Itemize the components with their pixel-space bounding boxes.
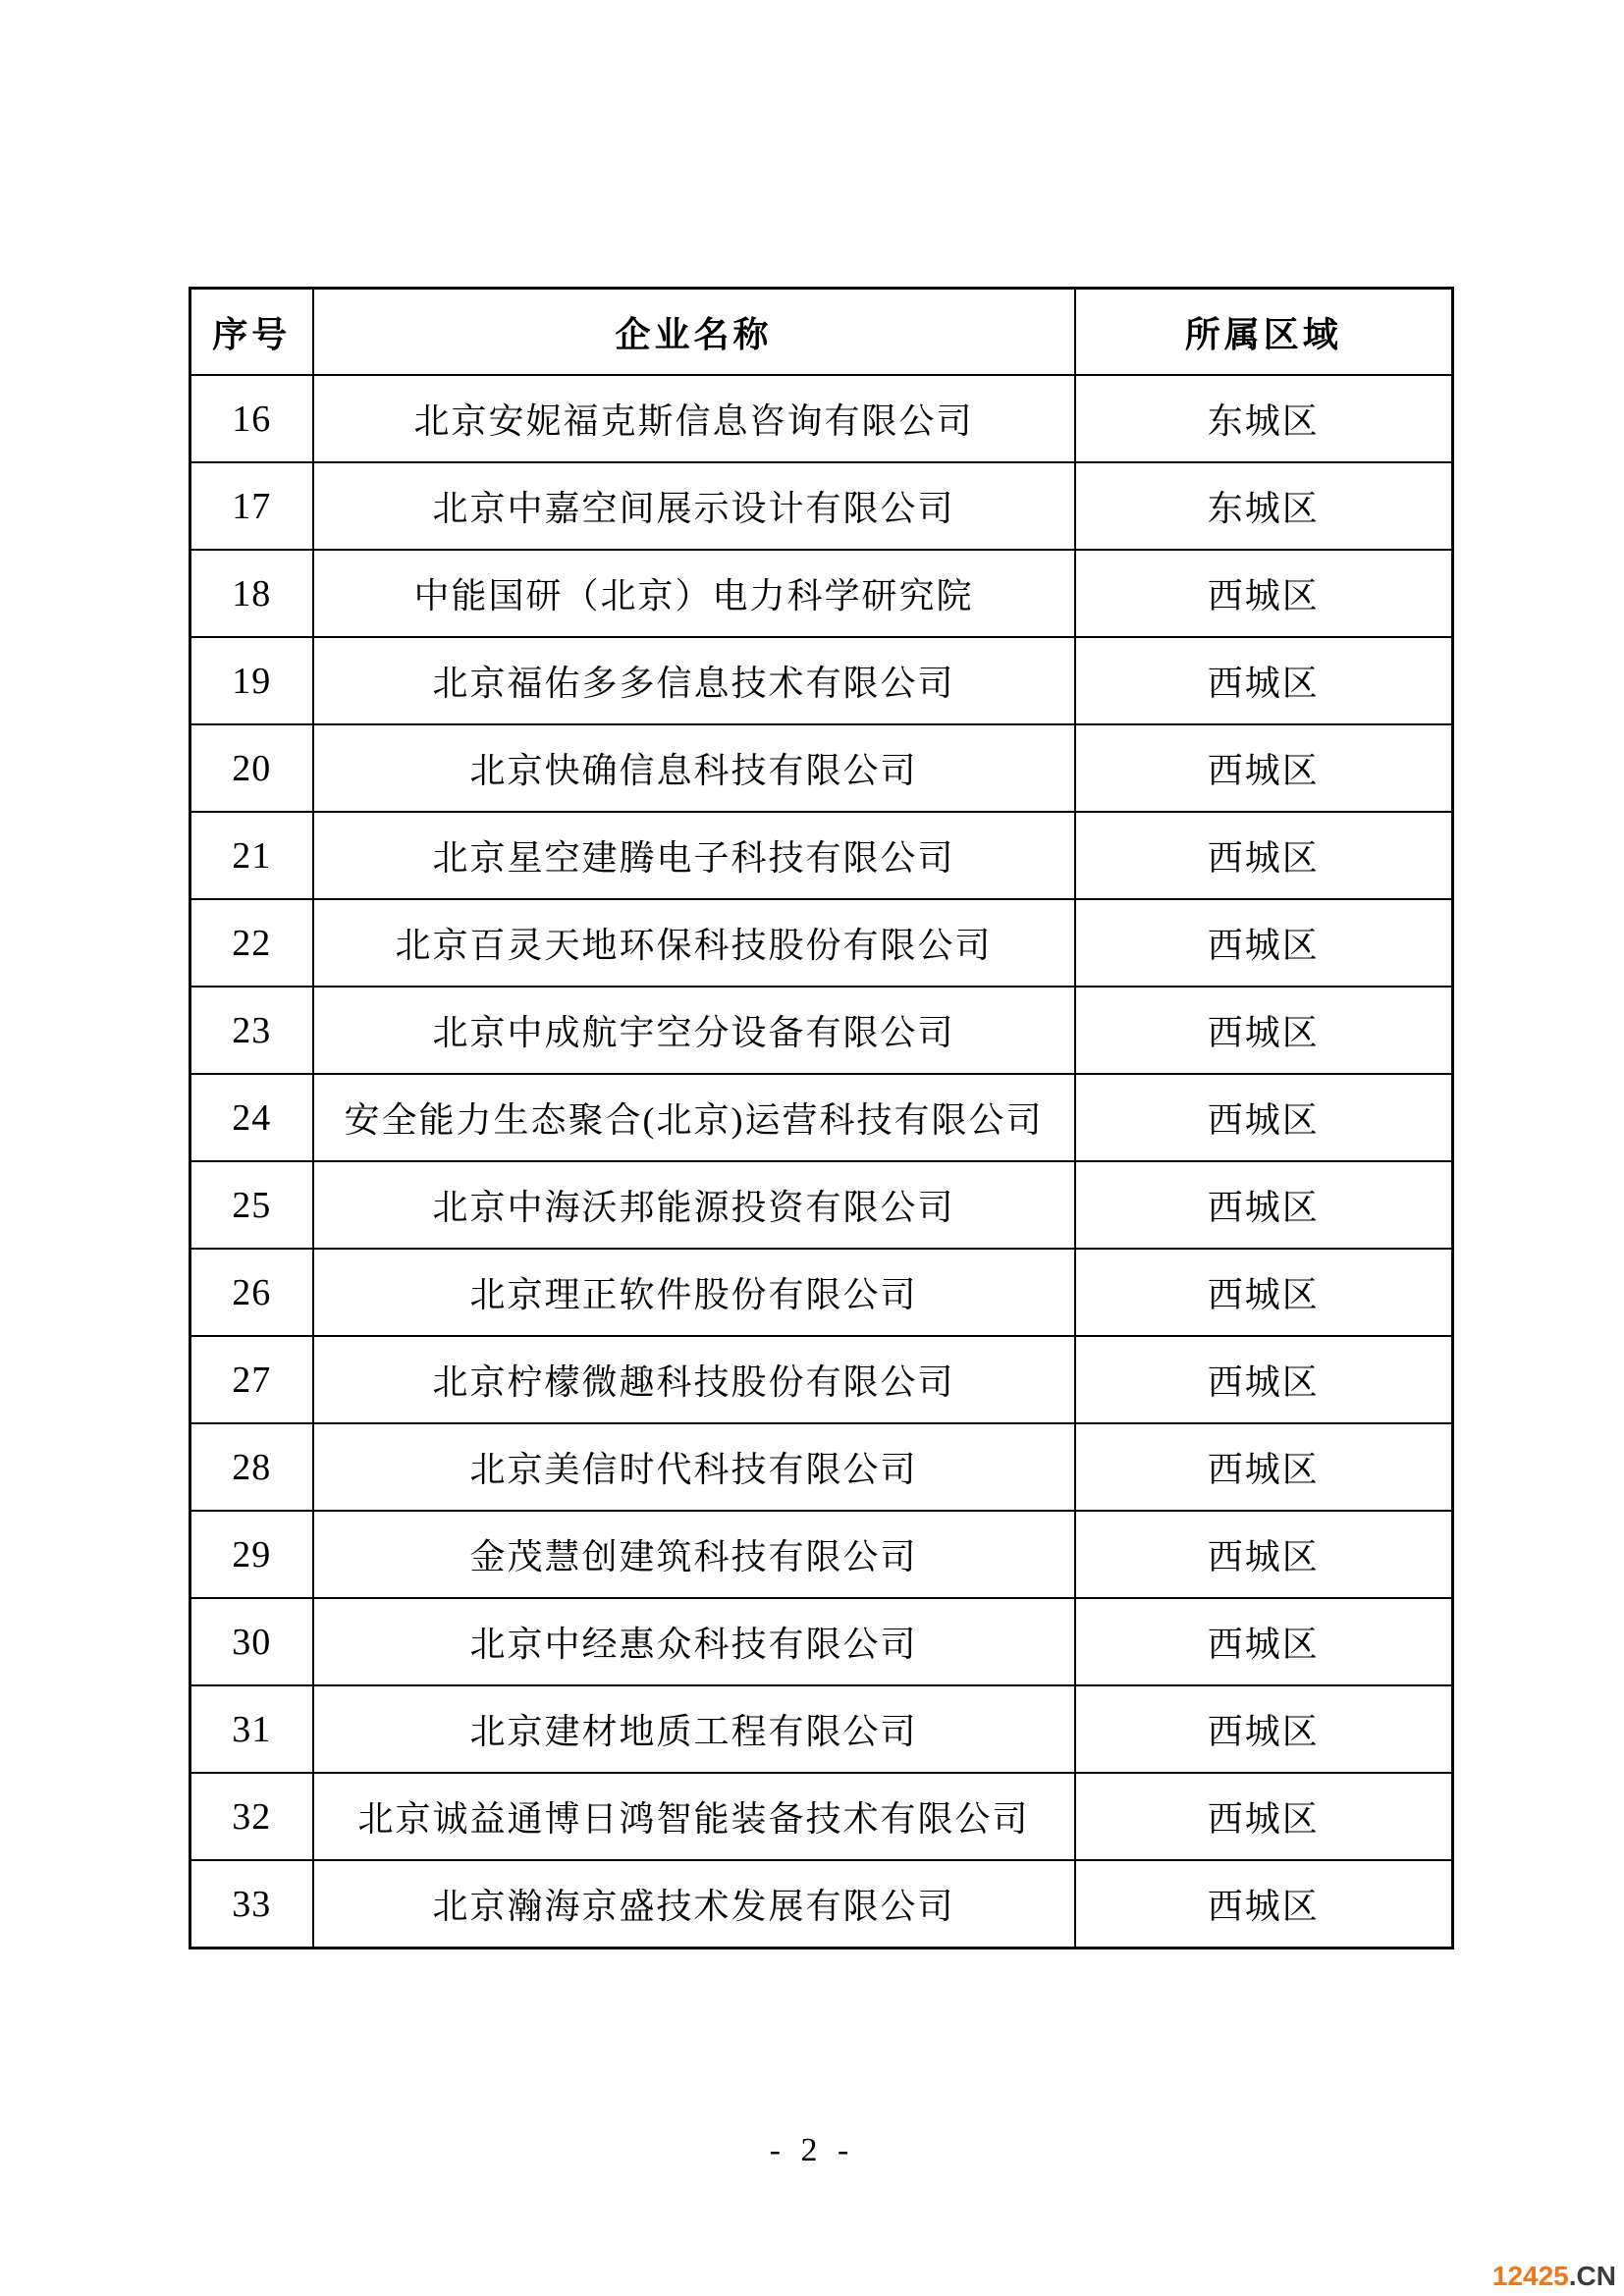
company-name-cell: 金茂慧创建筑科技有限公司 (313, 1511, 1075, 1598)
district-cell: 西城区 (1075, 724, 1453, 812)
table-row (190, 550, 1453, 637)
company-name-cell: 北京瀚海京盛技术发展有限公司 (313, 1860, 1075, 1949)
district-cell: 西城区 (1075, 1249, 1453, 1336)
row-index-cell: 24 (190, 1074, 313, 1161)
page-number: - 2 - (769, 2132, 855, 2168)
row-index-cell: 22 (190, 899, 313, 987)
district-cell: 西城区 (1075, 812, 1453, 899)
table-row (190, 637, 1453, 724)
row-index-cell: 23 (190, 987, 313, 1074)
table-row (190, 1860, 1453, 1949)
row-index-cell: 26 (190, 1249, 313, 1336)
district-cell: 西城区 (1075, 1685, 1453, 1773)
district-cell: 西城区 (1075, 1336, 1453, 1423)
company-name-cell: 中能国研（北京）电力科学研究院 (313, 550, 1075, 637)
company-name-cell: 北京中成航宇空分设备有限公司 (313, 987, 1075, 1074)
district-cell: 西城区 (1075, 1423, 1453, 1511)
company-name-cell: 北京中海沃邦能源投资有限公司 (313, 1161, 1075, 1249)
col-header-company-name: 企业名称 (313, 289, 1075, 376)
company-name-cell: 北京建材地质工程有限公司 (313, 1685, 1075, 1773)
company-name-cell: 北京诚益通博日鸿智能装备技术有限公司 (313, 1773, 1075, 1860)
table-row (190, 899, 1453, 987)
row-index-cell: 20 (190, 724, 313, 812)
site-watermark (1492, 2263, 1616, 2290)
company-name-cell: 北京福佑多多信息技术有限公司 (313, 637, 1075, 724)
header-row (190, 289, 1453, 376)
row-index-cell: 33 (190, 1860, 313, 1949)
table-row (190, 1511, 1453, 1598)
row-index-cell: 29 (190, 1511, 313, 1598)
table-row (190, 462, 1453, 550)
table-row (190, 1336, 1453, 1423)
company-name-cell: 北京百灵天地环保科技股份有限公司 (313, 899, 1075, 987)
col-header-index: 序号 (190, 289, 313, 376)
row-index-cell: 18 (190, 550, 313, 637)
district-cell: 西城区 (1075, 1161, 1453, 1249)
table-row (190, 724, 1453, 812)
row-index-cell: 19 (190, 637, 313, 724)
district-cell: 西城区 (1075, 1511, 1453, 1598)
table-row (190, 1423, 1453, 1511)
district-cell: 西城区 (1075, 899, 1453, 987)
table-body (190, 375, 1453, 1949)
district-cell: 西城区 (1075, 987, 1453, 1074)
row-index-cell: 28 (190, 1423, 313, 1511)
table-row (190, 375, 1453, 462)
district-cell: 西城区 (1075, 1860, 1453, 1949)
company-name-cell: 北京柠檬微趣科技股份有限公司 (313, 1336, 1075, 1423)
company-name-cell: 北京中经惠众科技有限公司 (313, 1598, 1075, 1685)
table-row (190, 1685, 1453, 1773)
row-index-cell: 25 (190, 1161, 313, 1249)
district-cell: 西城区 (1075, 637, 1453, 724)
district-cell: 西城区 (1075, 1598, 1453, 1685)
company-name-cell: 北京理正软件股份有限公司 (313, 1249, 1075, 1336)
company-name-cell: 安全能力生态聚合(北京)运营科技有限公司 (313, 1074, 1075, 1161)
table-header (190, 289, 1453, 376)
table-row (190, 1773, 1453, 1860)
col-header-district: 所属区域 (1075, 289, 1453, 376)
company-name-cell: 北京星空建腾电子科技有限公司 (313, 812, 1075, 899)
watermark-domain-suffix: .CN (1568, 2261, 1616, 2291)
district-cell: 东城区 (1075, 462, 1453, 550)
company-name-cell: 北京美信时代科技有限公司 (313, 1423, 1075, 1511)
row-index-cell: 21 (190, 812, 313, 899)
row-index-cell: 31 (190, 1685, 313, 1773)
row-index-cell: 16 (190, 375, 313, 462)
table-row (190, 987, 1453, 1074)
district-cell: 西城区 (1075, 550, 1453, 637)
district-cell: 西城区 (1075, 1773, 1453, 1860)
table-row (190, 812, 1453, 899)
company-name-cell: 北京中嘉空间展示设计有限公司 (313, 462, 1075, 550)
table-row (190, 1249, 1453, 1336)
row-index-cell: 27 (190, 1336, 313, 1423)
table-row (190, 1074, 1453, 1161)
table-row (190, 1598, 1453, 1685)
table-row (190, 1161, 1453, 1249)
company-name-cell: 北京安妮福克斯信息咨询有限公司 (313, 375, 1075, 462)
district-cell: 东城区 (1075, 375, 1453, 462)
row-index-cell: 17 (190, 462, 313, 550)
row-index-cell: 30 (190, 1598, 313, 1685)
row-index-cell: 32 (190, 1773, 313, 1860)
company-name-cell: 北京快确信息科技有限公司 (313, 724, 1075, 812)
district-cell: 西城区 (1075, 1074, 1453, 1161)
watermark-number: 12425 (1491, 2261, 1569, 2291)
company-table (189, 287, 1454, 1949)
